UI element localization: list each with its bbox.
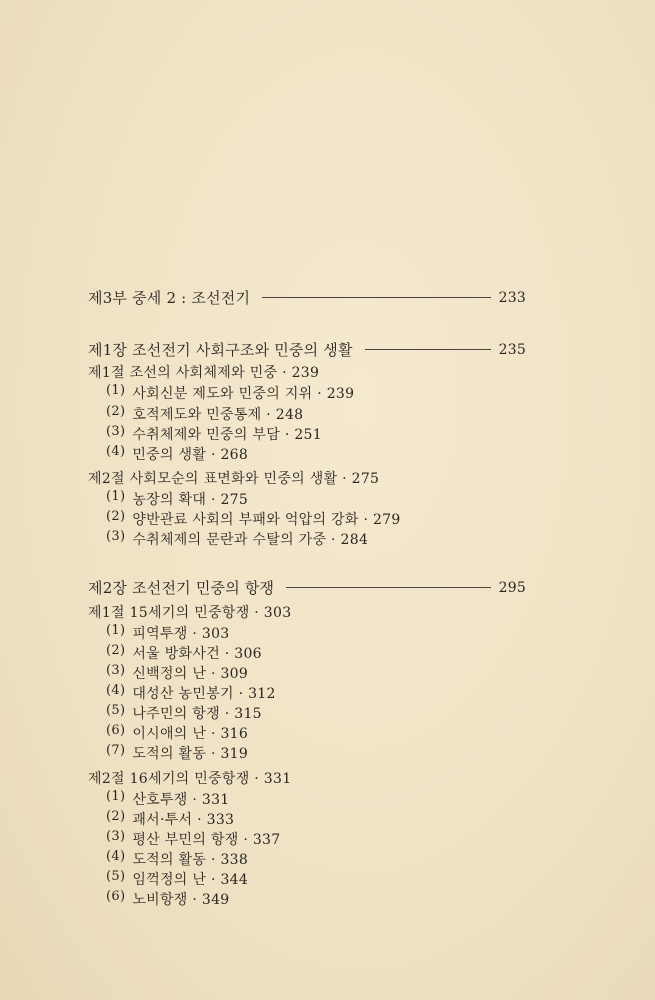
section-title: 제1절 조선의 사회체제와 민중 · 239 (88, 365, 320, 381)
chapter-title: 제1장 조선전기 사회구조와 민중의 생활 (88, 341, 353, 359)
item-text: 괘서·투서 · 333 (132, 812, 235, 828)
toc-item (106, 829, 280, 849)
section-title: 제2절 16세기의 민중항쟁 · 331 (88, 771, 292, 787)
toc-item (106, 424, 322, 444)
item-number: (3) (106, 424, 126, 439)
item-text: 임꺽정의 난 · 344 (132, 872, 249, 888)
part-heading (88, 287, 526, 308)
toc-item (106, 663, 248, 683)
item-number: (3) (106, 663, 126, 678)
item-text: 평산 부민의 항쟁 · 337 (132, 832, 281, 848)
item-number: (2) (106, 509, 126, 524)
toc-item (106, 743, 248, 763)
toc-item (106, 683, 276, 703)
chapter-page-number: 295 (498, 579, 526, 596)
section-title: 제2절 사회모순의 표면화와 민중의 생활 · 275 (88, 471, 380, 487)
item-text: 이시애의 난 · 316 (132, 726, 249, 742)
chapter-title: 제2장 조선전기 민중의 항쟁 (88, 579, 275, 597)
item-text: 대성산 농민봉기 · 312 (132, 686, 276, 702)
item-text: 수취체제의 문란과 수탈의 가중 · 284 (132, 532, 369, 548)
item-number: (6) (106, 889, 126, 904)
toc-item (106, 849, 248, 869)
toc-item (106, 809, 234, 829)
toc-item (106, 889, 230, 909)
toc-item (106, 723, 248, 743)
item-number: (1) (106, 383, 126, 398)
chapter-heading (88, 339, 526, 360)
leader-line (262, 297, 491, 298)
item-number: (1) (106, 789, 126, 804)
item-text: 노비항쟁 · 349 (132, 892, 230, 908)
leader-line (365, 349, 491, 350)
toc-item (106, 869, 248, 889)
toc-item (106, 404, 303, 424)
toc-item (106, 489, 248, 509)
item-number: (4) (106, 683, 126, 698)
item-number: (5) (106, 703, 126, 718)
toc-item (106, 789, 230, 809)
item-number: (4) (106, 444, 126, 459)
item-number: (3) (106, 529, 126, 544)
chapter-heading (88, 577, 526, 598)
section-title: 제1절 15세기의 민중항쟁 · 303 (88, 605, 292, 621)
item-text: 도적의 활동 · 338 (132, 852, 249, 868)
toc-item (106, 703, 262, 723)
toc-item (106, 623, 230, 643)
item-text: 신백정의 난 · 309 (132, 666, 249, 682)
item-number: (5) (106, 869, 126, 884)
item-text: 피역투쟁 · 303 (132, 626, 230, 642)
toc-item (106, 529, 368, 549)
item-number: (3) (106, 829, 126, 844)
item-number: (6) (106, 723, 126, 738)
toc-item (106, 643, 262, 663)
toc-item (106, 509, 401, 529)
item-number: (7) (106, 743, 126, 758)
item-text: 산호투쟁 · 331 (132, 792, 230, 808)
item-number: (2) (106, 643, 126, 658)
item-text: 사회신분 제도와 민중의 지위 · 239 (132, 386, 355, 402)
item-text: 도적의 활동 · 319 (132, 746, 249, 762)
item-text: 농장의 확대 · 275 (132, 492, 249, 508)
leader-line (286, 587, 490, 588)
item-number: (1) (106, 489, 126, 504)
item-text: 서울 방화사건 · 306 (132, 646, 262, 662)
item-text: 수취체제와 민중의 부담 · 251 (132, 427, 322, 443)
part-title: 제3부 중세 2 : 조선전기 (88, 289, 251, 307)
part-page-number: 233 (498, 289, 526, 306)
toc-item (106, 383, 354, 403)
item-number: (2) (106, 404, 126, 419)
item-text: 호적제도와 민중통제 · 248 (132, 407, 304, 423)
item-text: 나주민의 항쟁 · 315 (132, 706, 262, 722)
toc-item (106, 444, 248, 464)
item-text: 양반관료 사회의 부패와 억압의 강화 · 279 (132, 512, 401, 528)
item-number: (1) (106, 623, 126, 638)
item-number: (4) (106, 849, 126, 864)
chapter-page-number: 235 (498, 341, 526, 358)
item-text: 민중의 생활 · 268 (132, 447, 249, 463)
item-number: (2) (106, 809, 126, 824)
